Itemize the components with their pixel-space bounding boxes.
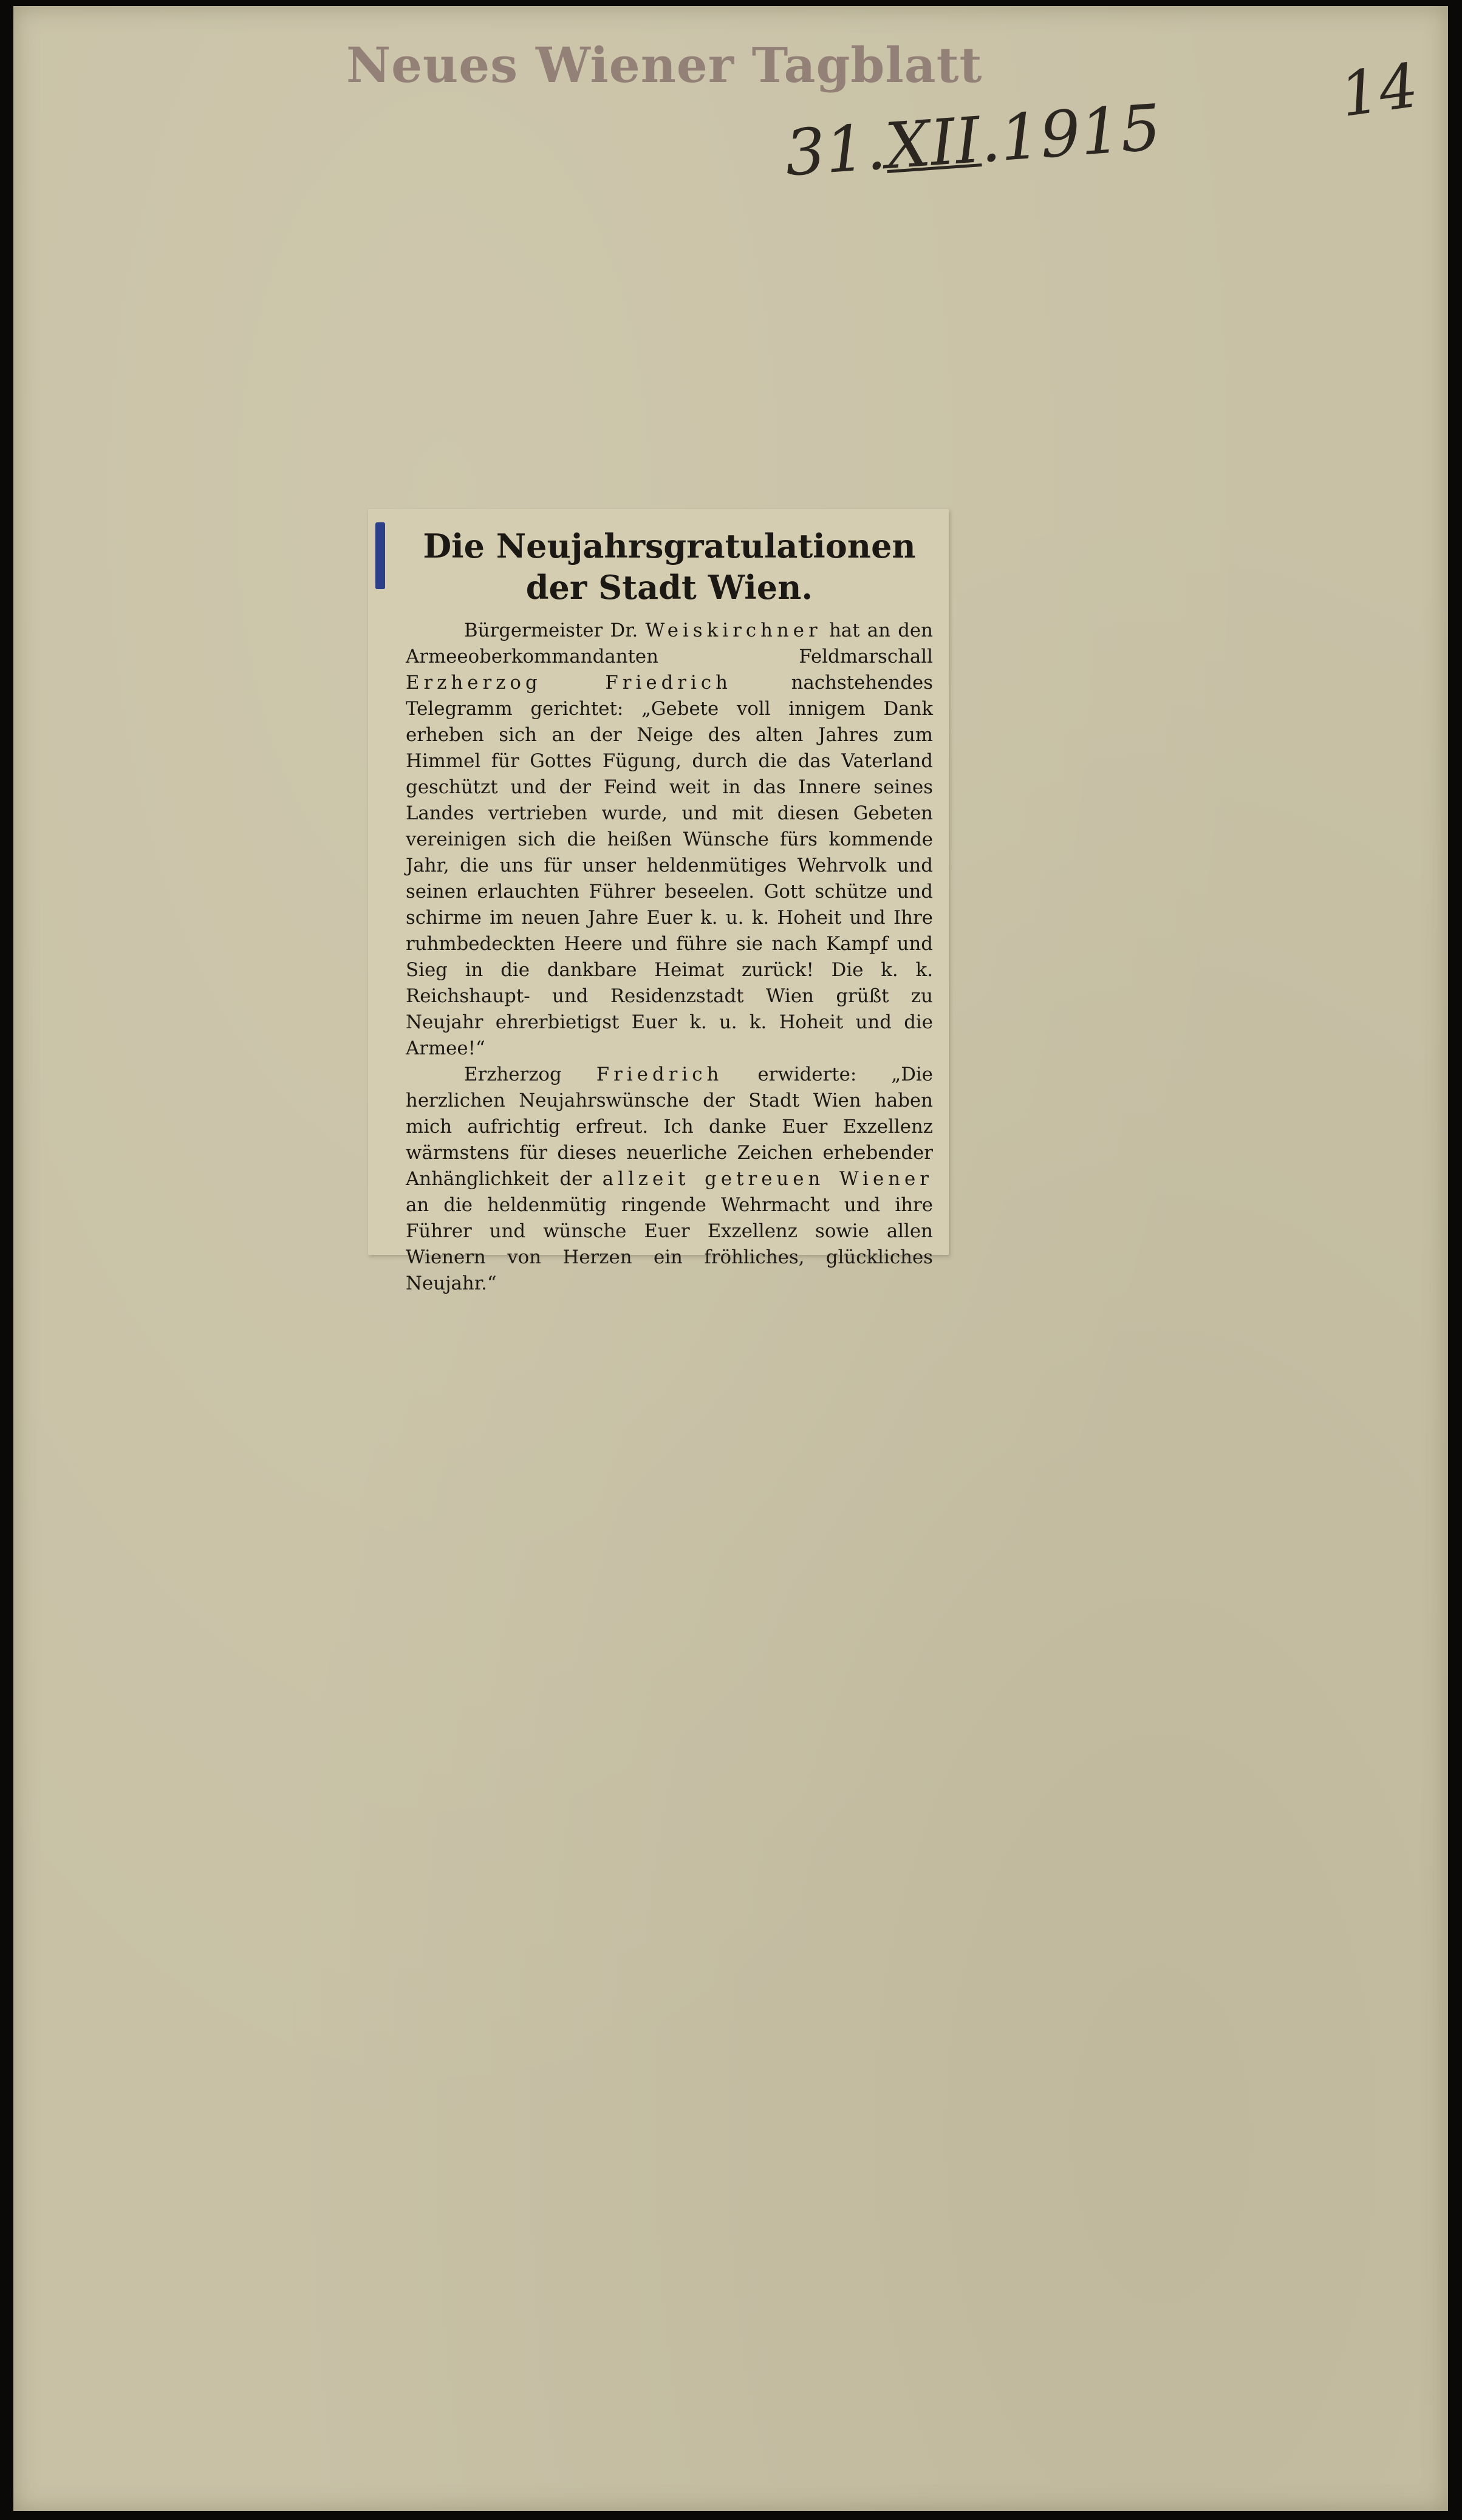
blue-pencil-mark: [375, 522, 385, 589]
paragraph-2-part-2: erwiderte: „Die herzlichen Neujahrswünsche der Stadt Wien haben mich aufrichtig erfreut. Ich danke Euer Exzellenz wärmstens für dieses neuerliche Zeichen erhebender Anhänglichkeit der: [406, 1064, 933, 1190]
paragraph-2: [406, 1062, 933, 1297]
clipping-headline: [406, 526, 933, 608]
newspaper-clipping: [368, 509, 949, 1294]
name-friedrich: Friedrich: [596, 1064, 723, 1085]
name-weiskirchner: Weiskirchner: [645, 620, 822, 641]
paragraph-1-part-3: nachstehendes Telegramm gerichtet: „Gebete voll innigem Dank erheben sich an der Neige des alten Jahres zum Himmel für Gottes Fügung, durch die das Vaterland geschützt und der Feind weit in das Innere seines Landes vertrieben wurde, und mit diesen Gebeten vereinigen sich die heißen Wünsche fürs kommende Jahr, die uns für unser heldenmütiges Wehrvolk und seinen erlauchten Führer beseelen. Gott schütze und schirme im neuen Jahre Euer k. u. k. Hoheit und Ihre ruhmbedeckten Heere und führe sie nach Kampf und Sieg in die dankbare Heimat zurück! Die k. k. Reichshaupt- und Residenzstadt Wien grüßt zu Neujahr ehrerbietigst Euer k. u. k. Hoheit und die Armee!“: [406, 672, 933, 1059]
paragraph-2-part-1: Erzherzog: [464, 1064, 596, 1085]
name-erzherzog-friedrich: Erzherzog Friedrich: [406, 672, 732, 694]
newspaper-stamp: Neues Wiener Tagblatt: [346, 36, 983, 94]
spaced-phrase-wiener: allzeit getreuen Wiener: [602, 1168, 933, 1190]
paragraph-1-part-2: hat an den Armeeoberkommandanten Feldmarschall: [406, 620, 933, 668]
archive-sheet: [13, 6, 1448, 2511]
headline-line-2: der Stadt Wien.: [525, 567, 813, 607]
folio-number: 14: [1336, 49, 1423, 131]
paragraph-2-part-3: an die heldenmütig ringende Wehrmacht und ihre Führer und wünsche Euer Exzellenz sowie allen Wienern von Herzen ein fröhliches, glückliches Neujahr.“: [406, 1194, 933, 1294]
handwritten-date: [782, 90, 1163, 191]
date-month: XII: [883, 103, 983, 183]
paragraph-1: [406, 618, 933, 1062]
date-day: 31.: [782, 109, 889, 191]
headline-line-1: Die Neujahrsgratulationen: [423, 527, 916, 565]
paragraph-1-part-1: Bürgermeister Dr.: [464, 620, 646, 641]
date-year: .1915: [977, 90, 1163, 177]
clipping-body: [406, 618, 933, 1297]
